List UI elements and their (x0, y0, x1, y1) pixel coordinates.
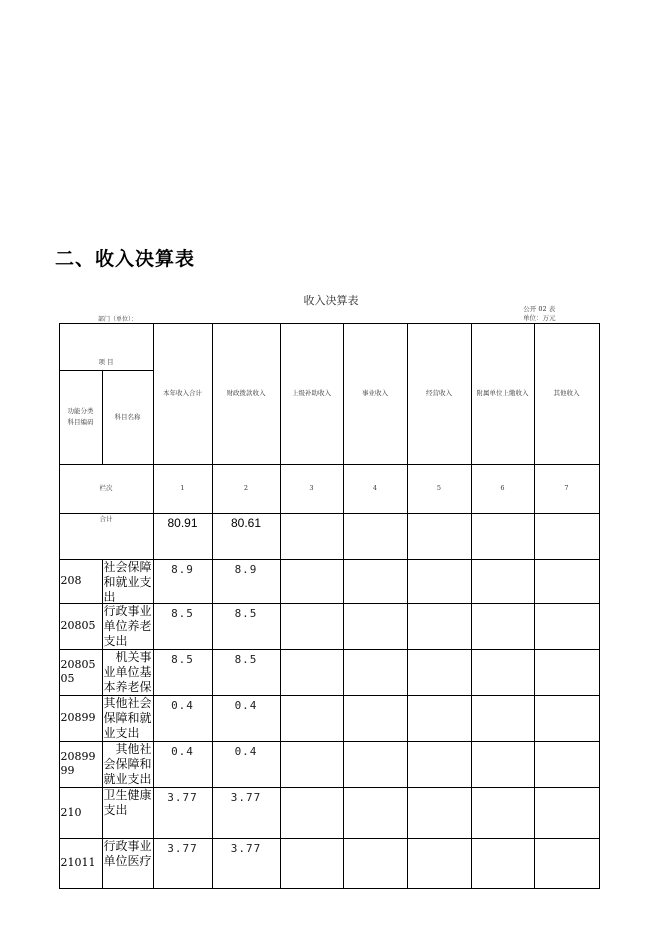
row-value: 8.5 (212, 603, 281, 650)
header-col-4: 事业收入 (343, 323, 408, 465)
row-value (407, 838, 472, 889)
income-table (59, 323, 599, 888)
header-col-1: 本年收入合计 (153, 323, 213, 465)
header-item: 项 目 (59, 323, 154, 371)
header-subject-name: 科目名称 (102, 370, 154, 465)
row-value (534, 603, 600, 650)
row-value (343, 559, 408, 604)
row-value: 8.9 (212, 559, 281, 604)
row-function-code: 20805 (59, 603, 103, 650)
total-value (471, 513, 535, 560)
row-value (534, 559, 600, 604)
column-number: 7 (534, 464, 600, 514)
row-value (343, 695, 408, 742)
total-value (534, 513, 600, 560)
header-col-5: 经营收入 (407, 323, 472, 465)
row-value (407, 649, 472, 696)
row-value: 8.5 (212, 649, 281, 696)
department-label: 部门（单位）： (98, 316, 138, 323)
row-value (343, 603, 408, 650)
header-col-2: 财政拨款收入 (212, 323, 281, 465)
column-number: 1 (153, 464, 213, 514)
total-label: 合计 (59, 513, 154, 560)
form-number (523, 305, 556, 323)
total-value (407, 513, 472, 560)
row-value (534, 649, 600, 696)
row-value (280, 649, 344, 696)
row-value (343, 787, 408, 839)
row-value (407, 741, 472, 788)
column-number: 3 (280, 464, 344, 514)
header-col-7: 其他收入 (534, 323, 600, 465)
row-value (280, 695, 344, 742)
row-subject-name: 其他社会保障和就业支出 (103, 741, 152, 786)
row-value (407, 559, 472, 604)
column-number-label: 栏次 (59, 464, 154, 514)
column-number: 2 (212, 464, 281, 514)
row-value (343, 649, 408, 696)
section-title: 二、收入决算表 (55, 248, 196, 270)
row-value: 8.5 (153, 603, 213, 650)
unit-label: 单位：万元 (523, 314, 556, 322)
column-number: 6 (471, 464, 535, 514)
row-value: 3.77 (212, 838, 281, 889)
row-function-code: 20899 (59, 695, 103, 742)
header-col-3: 上级补助收入 (280, 323, 344, 465)
row-value: 3.77 (212, 787, 281, 839)
row-function-code: 208 (59, 559, 103, 604)
row-subject-name: 行政事业单位医疗 (102, 838, 154, 889)
row-value (471, 649, 535, 696)
total-value (280, 513, 344, 560)
column-number: 4 (343, 464, 408, 514)
row-value (534, 787, 600, 839)
row-value (471, 559, 535, 604)
row-value: 0.4 (153, 741, 213, 788)
row-subject-name: 社会保障和就业支出 (103, 559, 152, 604)
row-value (407, 695, 472, 742)
row-value (280, 603, 344, 650)
row-value (343, 741, 408, 788)
total-value: 80.91 (153, 513, 213, 560)
row-function-code: 2089999 (59, 741, 103, 788)
row-subject-name: 行政事业单位养老支出 (103, 603, 152, 648)
row-value (534, 741, 600, 788)
row-value (280, 838, 344, 889)
row-value: 8.5 (153, 649, 213, 696)
row-value (471, 741, 535, 788)
row-subject-name: 其他社会保障和就业支出 (103, 695, 152, 740)
row-function-code: 2080505 (59, 649, 103, 696)
row-value (343, 838, 408, 889)
row-value (407, 603, 472, 650)
column-number: 5 (407, 464, 472, 514)
header-function-code: 功能分类科目编码 (59, 370, 103, 465)
row-value: 8.9 (153, 559, 213, 604)
row-value (534, 838, 600, 889)
row-value (471, 838, 535, 889)
row-value (534, 695, 600, 742)
row-value (280, 559, 344, 604)
row-value: 0.4 (212, 741, 281, 788)
row-value: 3.77 (153, 838, 213, 889)
row-value (471, 787, 535, 839)
row-value (407, 787, 472, 839)
header-col-6: 附属单位上缴收入 (471, 323, 535, 465)
total-value: 80.61 (212, 513, 281, 560)
row-value: 0.4 (212, 695, 281, 742)
row-function-code: 210 (59, 787, 103, 839)
row-value: 3.77 (153, 787, 213, 839)
row-subject-name: 机关事业单位基本养老保 (103, 649, 152, 694)
table-title: 收入决算表 (303, 294, 359, 307)
row-value (280, 787, 344, 839)
row-value (280, 741, 344, 788)
row-value (471, 603, 535, 650)
row-subject-name: 卫生健康支出 (102, 787, 154, 839)
row-value: 0.4 (153, 695, 213, 742)
total-value (343, 513, 408, 560)
row-function-code: 21011 (59, 838, 103, 889)
form-number-text: 公开 02 表 (523, 305, 556, 313)
row-value (471, 695, 535, 742)
